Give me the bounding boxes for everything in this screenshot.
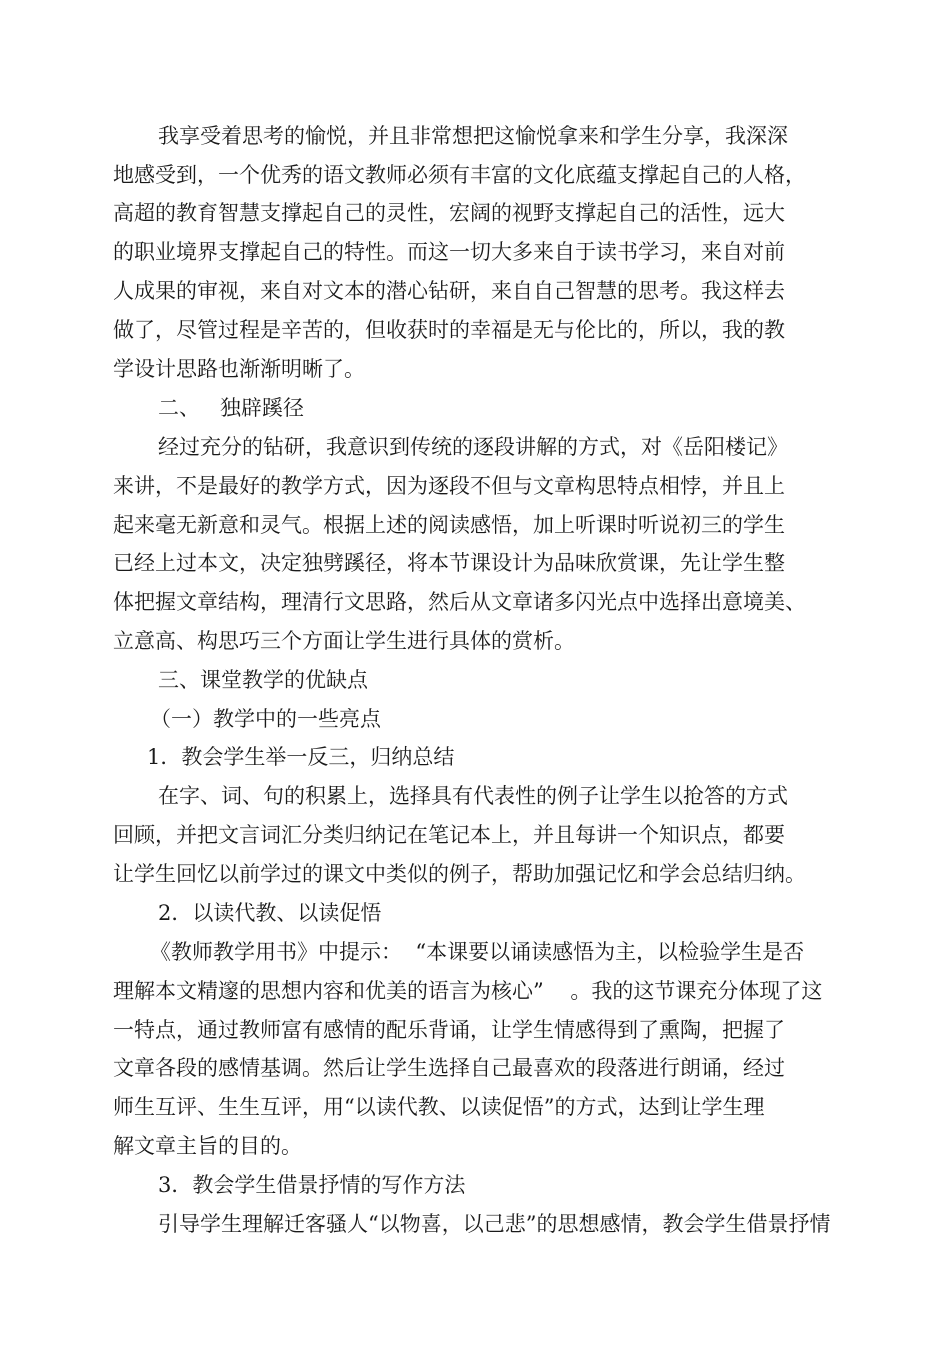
text-line: 起来毫无新意和灵气。根据上述的阅读感悟，加上听课时听说初三的学生 (113, 513, 785, 537)
text-line: 师生互评、生生互评，用“以读代教、以读促悟”的方式，达到让学生理 (113, 1095, 765, 1119)
text-line: 一特点，通过教师富有感情的配乐背诵，让学生情感得到了熏陶，把握了 (113, 1018, 785, 1042)
text-line: 高超的教育智慧支撑起自己的灵性，宏阔的视野支撑起自己的活性，远大 (113, 201, 785, 225)
text-line: 地感受到，一个优秀的语文教师必须有丰富的文化底蕴支撑起自己的人格， (113, 163, 806, 187)
text-line: 学设计思路也渐渐明晰了。 (113, 357, 365, 381)
text-line: 理解本文精邃的思想内容和优美的语言为核心” 。我的这节课充分体现了这 (113, 979, 823, 1003)
text-line: 人成果的审视，来自对文本的潜心钻研，来自自己智慧的思考。我这样去 (113, 279, 785, 303)
text-line: 我享受着思考的愉悦，并且非常想把这愉悦拿来和学生分享，我深深 (158, 124, 788, 148)
text-line: 做了，尽管过程是辛苦的，但收获时的幸福是无与伦比的，所以，我的教 (113, 318, 785, 342)
text-line: 让学生回忆以前学过的课文中类似的例子，帮助加强记忆和学会总结归纳。 (113, 862, 806, 886)
text-line: 回顾，并把文言词汇分类归纳记在笔记本上，并且每讲一个知识点，都要 (113, 823, 785, 847)
text-line: 在字、词、句的积累上，选择具有代表性的例子让学生以抢答的方式 (158, 784, 788, 808)
text-line: 已经上过本文，决定独劈蹊径，将本节课设计为品味欣赏课，先让学生整 (113, 551, 785, 575)
text-line: 引导学生理解迁客骚人“以物喜，以己悲”的思想感情，教会学生借景抒情 (158, 1212, 831, 1236)
item-heading: 1．教会学生举一反三，归纳总结 (147, 745, 455, 769)
section-heading: 三、课堂教学的优缺点 (158, 668, 368, 692)
text-line: 立意高、构思巧三个方面让学生进行具体的赏析。 (113, 629, 575, 653)
text-line: 《教师教学用书》中提示： “本课要以诵读感悟为主，以检验学生是否 (150, 940, 805, 964)
item-heading: 3．教会学生借景抒情的写作方法 (158, 1173, 466, 1197)
text-line: 文章各段的感情基调。然后让学生选择自己最喜欢的段落进行朗诵，经过 (113, 1056, 785, 1080)
text-line: 的职业境界支撑起自己的特性。而这一切大多来自于读书学习，来自对前 (113, 240, 785, 264)
text-line: 经过充分的钻研，我意识到传统的逐段讲解的方式，对《岳阳楼记》 (158, 435, 788, 459)
item-heading: 2．以读代教、以读促悟 (158, 901, 382, 925)
text-line: 体把握文章结构，理清行文思路，然后从文章诸多闪光点中选择出意境美、 (113, 590, 806, 614)
section-heading: 二、 独辟蹊径 (158, 396, 305, 420)
text-line: 解文章主旨的目的。 (113, 1134, 302, 1158)
text-line: 来讲，不是最好的教学方式，因为逐段不但与文章构思特点相悖，并且上 (113, 474, 785, 498)
subsection-heading: （一）教学中的一些亮点 (150, 707, 381, 731)
